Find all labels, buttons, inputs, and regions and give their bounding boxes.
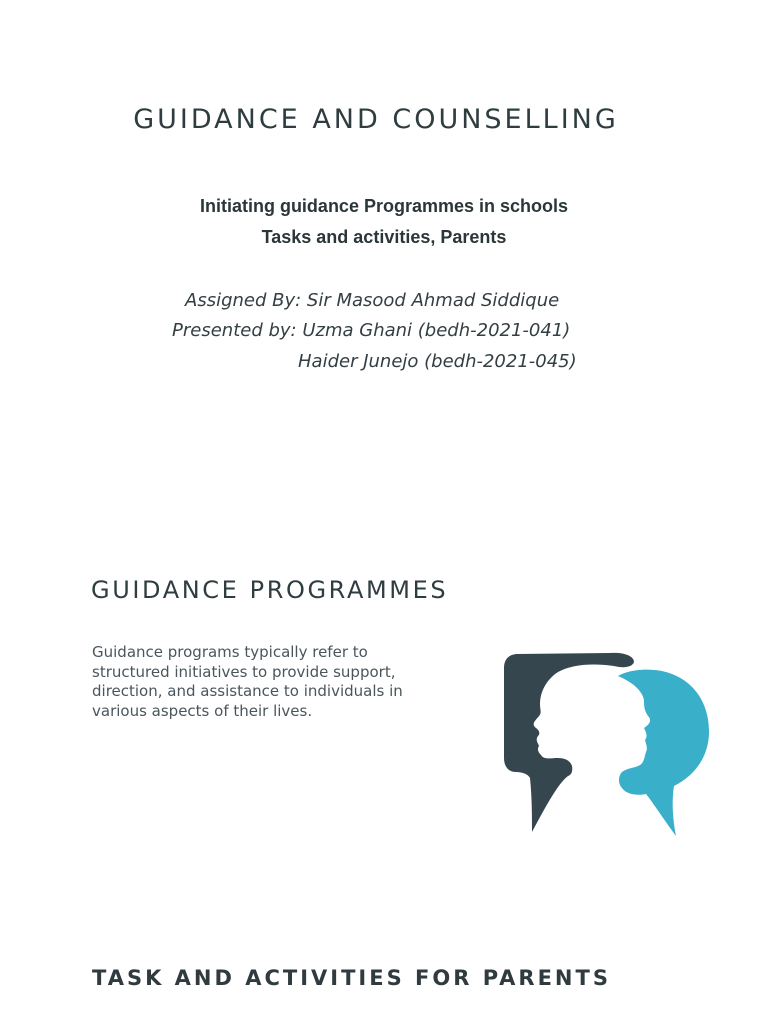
presented-by-second: Haider Junejo (bedh-2021-045) [298, 351, 577, 372]
light-bubble-shape [618, 670, 709, 836]
section-heading: GUIDANCE PROGRAMMES [91, 576, 449, 604]
two-heads-speech-bubble-icon [498, 648, 714, 840]
next-section-heading: TASK AND ACTIVITIES FOR PARENTS [92, 966, 611, 990]
dark-bubble-shape [504, 653, 634, 832]
subtitle-line-2: Tasks and activities, Parents [261, 227, 507, 247]
assigned-by: Assigned By: Sir Masood Ahmad Siddique [185, 290, 560, 311]
document-title: GUIDANCE AND COUNSELLING [133, 104, 619, 135]
section-paragraph: Guidance programs typically refer to structured initiatives to provide support, direction, and assistance to individuals in various aspects of their lives. [92, 643, 403, 720]
subtitle-line-1: Initiating guidance Programmes in schools [199, 196, 569, 216]
presented-by: Presented by: Uzma Ghani (bedh-2021-041) [172, 320, 571, 341]
